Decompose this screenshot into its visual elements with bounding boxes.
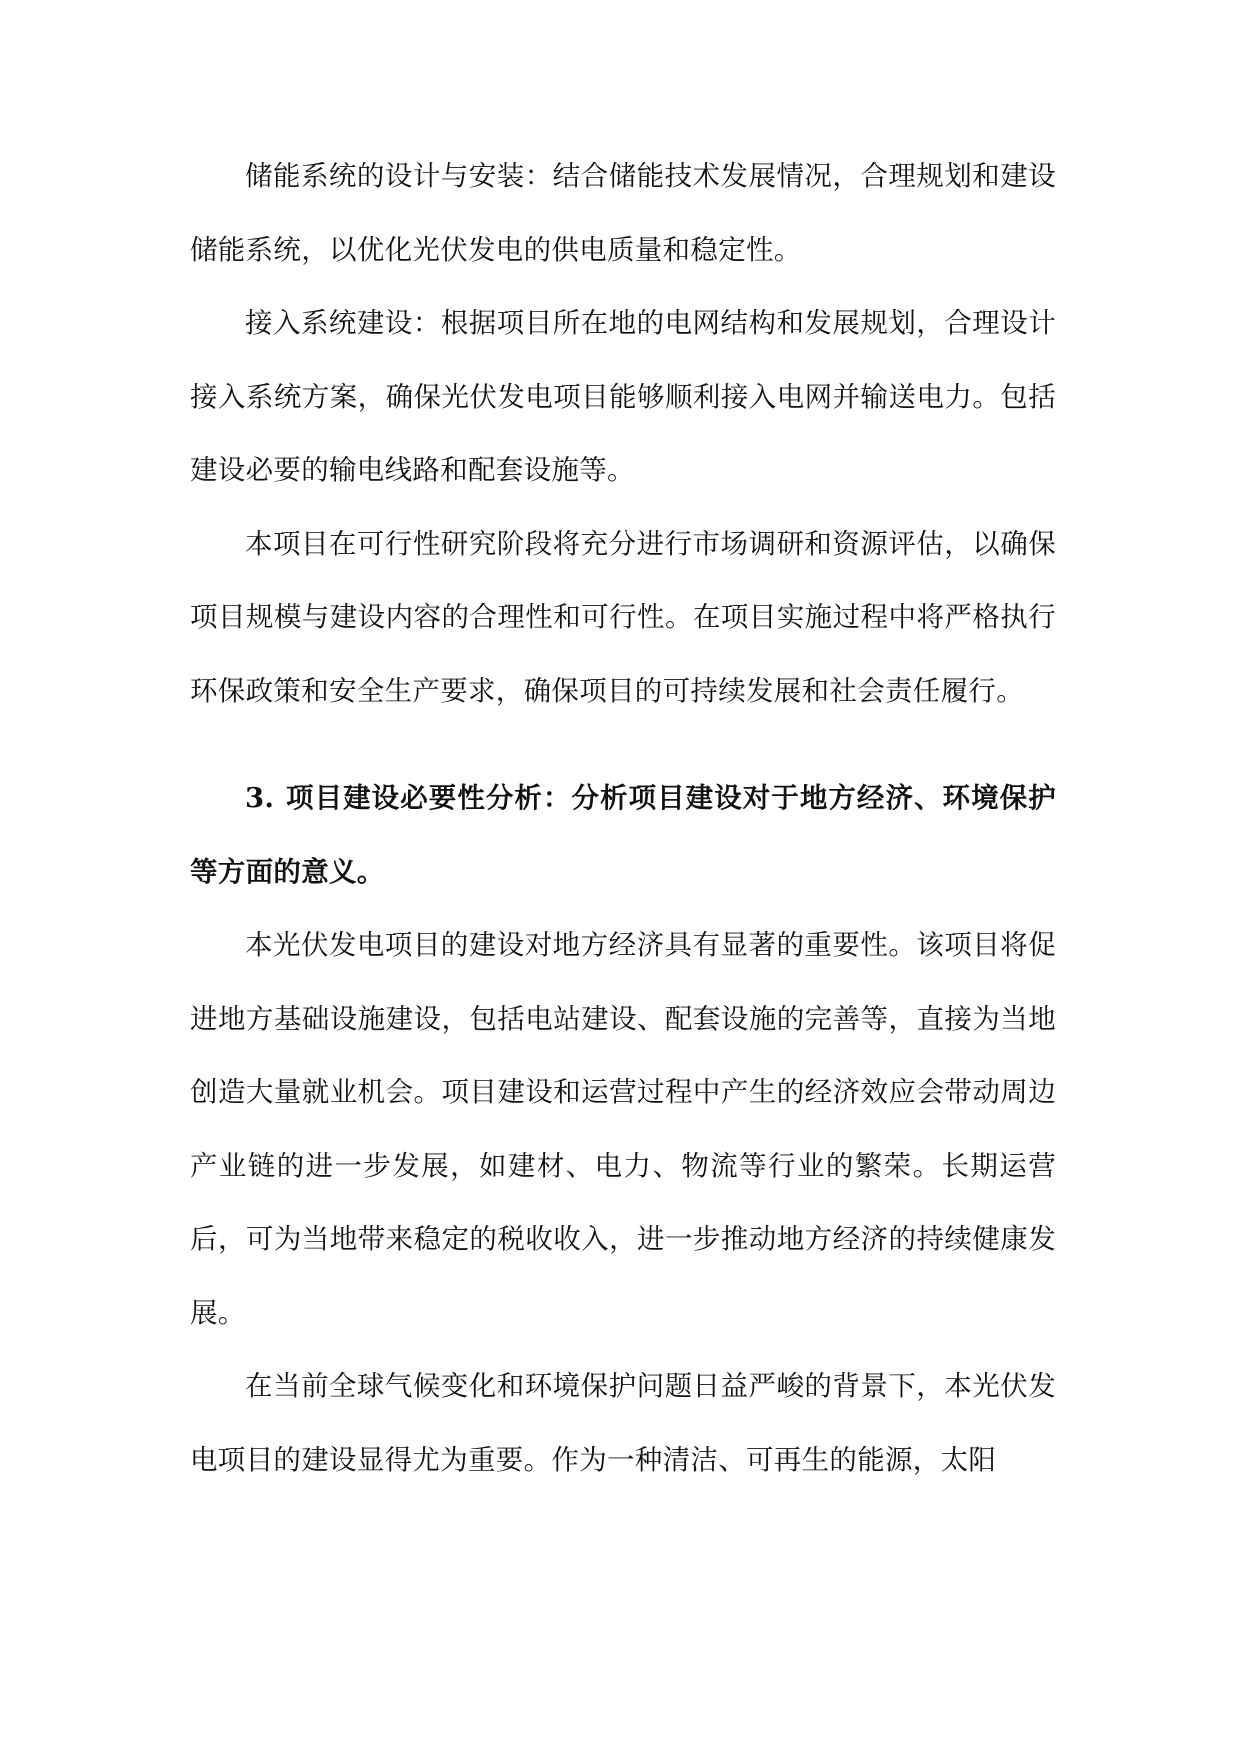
paragraph-climate-background: 在当前全球气候变化和环境保护问题日益严峻的背景下，本光伏发电项目的建设显得尤为重要。作为一种清洁、可再生的能源，太阳 <box>190 1370 1056 1476</box>
paragraph-grid-connection: 接入系统建设：根据项目所在地的电网结构和发展规划，合理设计接入系统方案，确保光伏发电项目能够顺利接入电网并输送电力。包括建设必要的输电线路和配套设施等。 <box>190 307 1056 486</box>
paragraph-local-economy: 本光伏发电项目的建设对地方经济具有显著的重要性。该项目将促进地方基础设施建设，包括电站建设、配套设施的完善等，直接为当地创造大量就业机会。项目建设和运营过程中产生的经济效应会带动周边产业链的进一步发展，如建材、电力、物流等行业的繁荣。长期运营后，可为当地带来稳定的税收收入，进一步推动地方经济的持续健康发展。 <box>190 929 1056 1329</box>
paragraph-energy-storage: 储能系统的设计与安装：结合储能技术发展情况，合理规划和建设储能系统，以优化光伏发电的供电质量和稳定性。 <box>190 160 1056 266</box>
section-heading <box>190 762 1056 909</box>
section-heading-number: 3. <box>245 782 275 814</box>
document-body <box>190 140 1056 1497</box>
section-heading-text: 项目建设必要性分析：分析项目建设对于地方经济、环境保护等方面的意义。 <box>190 782 1056 888</box>
paragraph-feasibility: 本项目在可行性研究阶段将充分进行市场调研和资源评估，以确保项目规模与建设内容的合理性和可行性。在项目实施过程中将严格执行环保政策和安全生产要求，确保项目的可持续发展和社会责任履行。 <box>190 527 1056 707</box>
